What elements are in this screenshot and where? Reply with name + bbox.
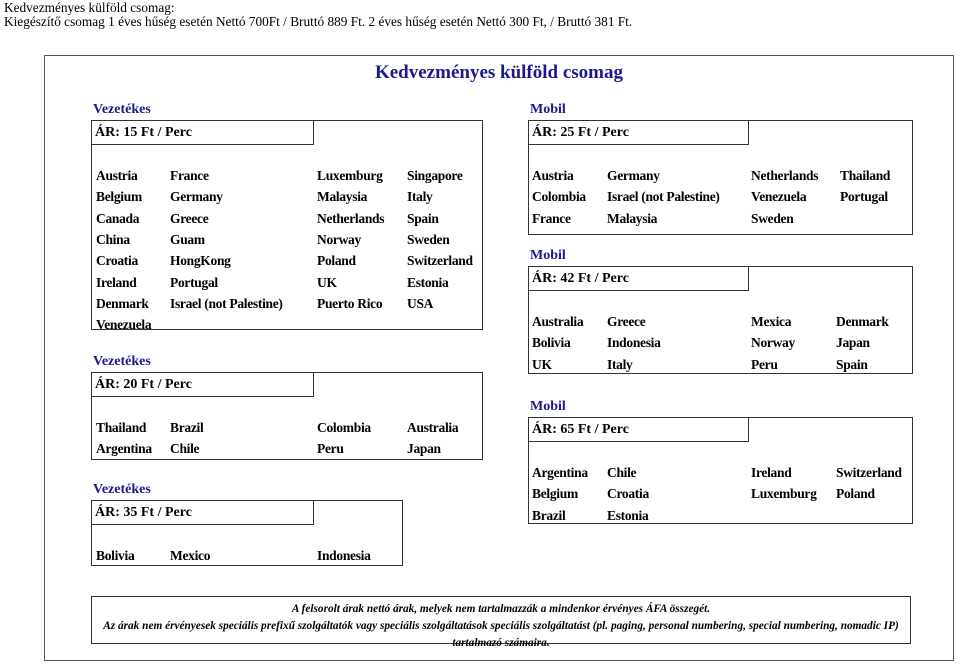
country-cell: Venezuela [96,317,152,333]
country-cell: Canada [96,210,140,226]
section-label: Mobil [530,248,566,263]
country-cell: Croatia [96,253,138,269]
country-cell: Brazil [170,420,204,435]
page-title: Kedvezményes külföld csomag [374,62,624,83]
country-cell: Indonesia [607,335,661,351]
country-cell: Austria [532,168,574,183]
footnote-line-2: Az árak nem érvényesek speciális prefixű szolgáltatók vagy speciális szolgáltatások speciális szolgáltatást (pl. paging, personal numbering, special numbering, nomadic IP) tartalmazó számaira. [103,620,899,649]
country-cell: Chile [607,465,637,480]
country-cell: Netherlands [317,210,385,226]
country-cell: Sweden [407,231,450,247]
country-cell: Puerto Rico [317,295,383,311]
country-cell: China [96,231,130,247]
country-cell: Norway [317,231,361,247]
section-label: Vezetékes [93,482,151,497]
country-cell: Argentina [96,441,152,457]
price-table [91,120,483,333]
header-line-2: Kiegészítő csomag 1 éves hűség esetén Nettó 700Ft / Bruttó 889 Ft. 2 éves hűség esetén Nettó 300 Ft, / Bruttó 381 Ft. [4,14,633,29]
country-cell: Thailand [96,420,147,435]
country-cell: Israel (not Palestine) [607,189,720,205]
country-cell: Belgium [532,486,578,502]
price-table [528,120,913,235]
country-cell: Denmark [836,314,889,329]
section-label: Mobil [530,102,566,117]
country-cell: Peru [751,356,778,372]
country-cell: Bolivia [532,335,571,351]
country-cell: Austria [96,168,138,183]
country-cell: USA [407,295,434,311]
country-cell: Croatia [607,486,649,502]
document-page [44,55,954,661]
country-cell: Spain [407,210,439,226]
price-table [91,372,483,460]
country-cell: Netherlands [751,168,819,183]
country-cell: Ireland [751,465,792,480]
price-table [91,500,403,566]
country-cell: Thailand [840,168,891,183]
country-cell: Estonia [607,507,649,523]
country-cell: Portugal [840,189,888,205]
country-cell: Greece [170,210,209,226]
country-cell: Italy [607,356,633,372]
country-cell: Italy [407,189,433,205]
country-cell: France [532,210,571,226]
country-cell: Peru [317,441,344,457]
country-cell: Singapore [407,168,463,183]
country-cell: Poland [317,253,356,269]
country-cell: Denmark [96,295,149,311]
price-table [528,417,913,524]
price-label: ÁR: 65 Ft / Perc [529,418,749,442]
country-cell: Australia [407,420,459,435]
country-cell: Estonia [407,274,449,290]
country-cell: UK [532,356,552,372]
country-cell: Greece [607,314,646,329]
country-cell: Bolivia [96,548,135,563]
country-cell: Luxemburg [751,486,817,502]
country-cell: Sweden [751,210,794,226]
country-cell: Israel (not Palestine) [170,295,283,311]
country-cell: Mexico [170,548,211,563]
country-cell: HongKong [170,253,231,269]
country-cell: Japan [836,335,870,351]
price-label: ÁR: 35 Ft / Perc [92,501,314,525]
country-cell: Australia [532,314,584,329]
price-label: ÁR: 25 Ft / Perc [529,121,749,145]
country-cell: Germany [607,168,660,183]
country-cell: Luxemburg [317,168,383,183]
country-cell: Switzerland [407,253,473,269]
country-cell: Japan [407,441,441,457]
country-cell: Indonesia [317,548,371,563]
country-cell: UK [317,274,337,290]
country-cell: Argentina [532,465,588,480]
country-cell: Venezuela [751,189,807,205]
section-label: Vezetékes [93,102,151,117]
country-cell: Malaysia [607,210,658,226]
country-cell: Poland [836,486,875,502]
country-cell: France [170,168,209,183]
footnote-line-1: A felsorolt árak nettó árak, melyek nem tartalmazzák a mindenkor érvényes ÁFA összegét. [291,603,711,615]
section-label: Vezetékes [93,354,151,369]
country-cell: Colombia [532,189,586,205]
country-cell: Malaysia [317,189,368,205]
country-cell: Switzerland [836,465,902,480]
footnote [91,596,911,649]
country-cell: Norway [751,335,795,351]
country-cell: Spain [836,356,868,372]
price-label: ÁR: 20 Ft / Perc [92,373,314,397]
section-label: Mobil [530,399,566,414]
country-cell: Ireland [96,274,137,290]
country-cell: Colombia [317,420,371,435]
country-cell: Belgium [96,189,142,205]
country-cell: Portugal [170,274,218,290]
country-cell: Guam [170,231,205,247]
country-cell: Mexica [751,314,792,329]
price-table [528,266,913,374]
country-cell: Brazil [532,507,566,523]
price-label: ÁR: 15 Ft / Perc [92,121,314,145]
price-label: ÁR: 42 Ft / Perc [529,267,749,291]
country-cell: Germany [170,189,223,205]
country-cell: Chile [170,441,200,457]
header-line-1: Kedvezményes külföld csomag: [4,0,175,15]
